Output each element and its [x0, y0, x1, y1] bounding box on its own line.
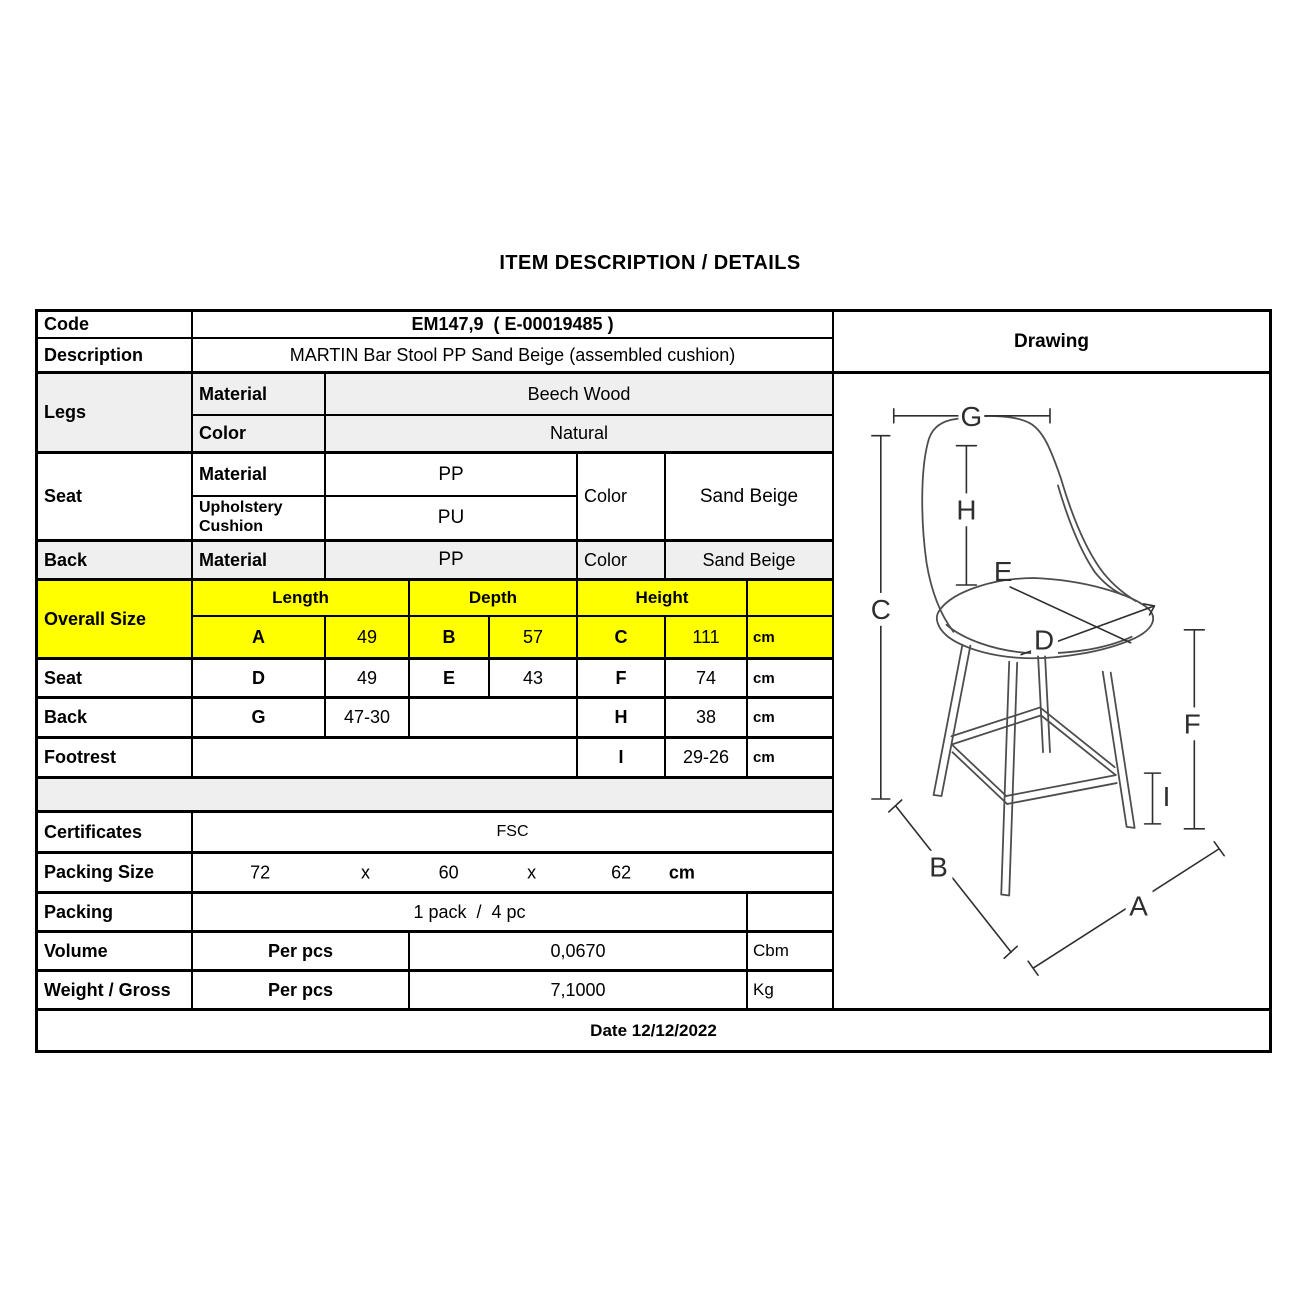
weight-unit: Kg [748, 972, 834, 1011]
seat-dims-e-value: 43 [490, 660, 578, 699]
packing-size-value [193, 854, 834, 894]
footrest-label: Footrest [38, 739, 193, 779]
overall-size-height-header: Height [578, 581, 748, 617]
page-title: ITEM DESCRIPTION / DETAILS [499, 252, 801, 274]
packing-empty-cell [748, 894, 834, 933]
packing-size-label: Packing Size [38, 854, 193, 894]
packing-label: Packing [38, 894, 193, 933]
stool-drawing [834, 374, 1269, 1008]
legs-color-label: Color [193, 416, 326, 454]
dim-label-d: D [1033, 624, 1055, 656]
back-dims-empty-cell [410, 699, 578, 739]
overall-size-c-label: C [578, 617, 666, 660]
seat-dims-unit: cm [748, 660, 834, 699]
dim-label-f: F [1183, 708, 1201, 740]
seat-label: Seat [38, 454, 193, 542]
back-color-label: Color [578, 542, 666, 581]
overall-size-b-label: B [410, 617, 490, 660]
legs-material-value: Beech Wood [326, 374, 834, 416]
dim-label-b: B [929, 851, 948, 883]
volume-unit: Cbm [748, 933, 834, 972]
seat-dims-e-label: E [410, 660, 490, 699]
footrest-unit: cm [748, 739, 834, 779]
packing-size-width: 72 [250, 862, 271, 882]
overall-size-c-value: 111 [666, 617, 748, 660]
seat-upholstery-value: PU [326, 497, 578, 542]
legs-color-value: Natural [326, 416, 834, 454]
back-dims-g-label: G [193, 699, 326, 739]
volume-value: 0,0670 [410, 933, 748, 972]
overall-size-depth-header: Depth [410, 581, 578, 617]
dim-label-a: A [1129, 890, 1148, 922]
seat-dims-d-value: 49 [326, 660, 410, 699]
packing-size-depth: 60 [438, 862, 459, 882]
volume-label: Volume [38, 933, 193, 972]
back-label: Back [38, 542, 193, 581]
weight-per-label: Per pcs [193, 972, 410, 1011]
packing-size-sep2: x [527, 862, 537, 882]
spacer-row [38, 779, 834, 813]
overall-size-a-label: A [193, 617, 326, 660]
weight-label: Weight / Gross [38, 972, 193, 1011]
seat-dims-label: Seat [38, 660, 193, 699]
description-label: Description [38, 339, 193, 374]
overall-size-unit: cm [748, 617, 834, 660]
packing-size-sep1: x [361, 862, 371, 882]
back-dims-h-label: H [578, 699, 666, 739]
spec-table [35, 309, 1272, 1053]
footrest-i-value: 29-26 [666, 739, 748, 779]
legs-label: Legs [38, 374, 193, 454]
back-dims-g-value: 47-30 [326, 699, 410, 739]
description-value: MARTIN Bar Stool PP Sand Beige (assembled cushion) [193, 339, 834, 374]
volume-per-label: Per pcs [193, 933, 410, 972]
date-row: Date 12/12/2022 [590, 1020, 717, 1040]
seat-dims-f-value: 74 [666, 660, 748, 699]
dim-label-c: C [870, 593, 891, 625]
weight-value: 7,1000 [410, 972, 748, 1011]
dim-label-h: H [956, 494, 977, 526]
seat-color-value: Sand Beige [666, 454, 834, 542]
dim-label-e: E [993, 556, 1013, 588]
drawing-area [834, 374, 1269, 1011]
certificates-value: FSC [193, 813, 834, 854]
back-color-value: Sand Beige [666, 542, 834, 581]
footrest-i-label: I [578, 739, 666, 779]
footrest-empty-cell [193, 739, 578, 779]
back-material-value: PP [326, 542, 578, 581]
code-label: Code [38, 312, 193, 339]
overall-size-b-value: 57 [490, 617, 578, 660]
drawing-header: Drawing [834, 312, 1269, 374]
packing-size-height: 62 [611, 862, 632, 882]
overall-size-length-header: Length [193, 581, 410, 617]
dim-label-g: G [960, 400, 983, 432]
code-value: EM147,9 ( E-00019485 ) [193, 312, 834, 339]
overall-size-a-value: 49 [326, 617, 410, 660]
overall-size-label: Overall Size [38, 581, 193, 660]
back-dims-label: Back [38, 699, 193, 739]
seat-material-value: PP [326, 454, 578, 497]
seat-color-label: Color [578, 454, 666, 542]
legs-material-label: Material [193, 374, 326, 416]
seat-material-label: Material [193, 454, 326, 497]
seat-dims-d-label: D [193, 660, 326, 699]
seat-upholstery-label: Upholstery Cushion [193, 497, 326, 542]
back-dims-unit: cm [748, 699, 834, 739]
back-dims-h-value: 38 [666, 699, 748, 739]
certificates-label: Certificates [38, 813, 193, 854]
packing-value: 1 pack / 4 pc [193, 894, 748, 933]
overall-size-empty-cell [748, 581, 834, 617]
seat-dims-f-label: F [578, 660, 666, 699]
back-material-label: Material [193, 542, 326, 581]
dim-label-i: I [1162, 780, 1171, 812]
packing-size-unit: cm [668, 862, 695, 882]
